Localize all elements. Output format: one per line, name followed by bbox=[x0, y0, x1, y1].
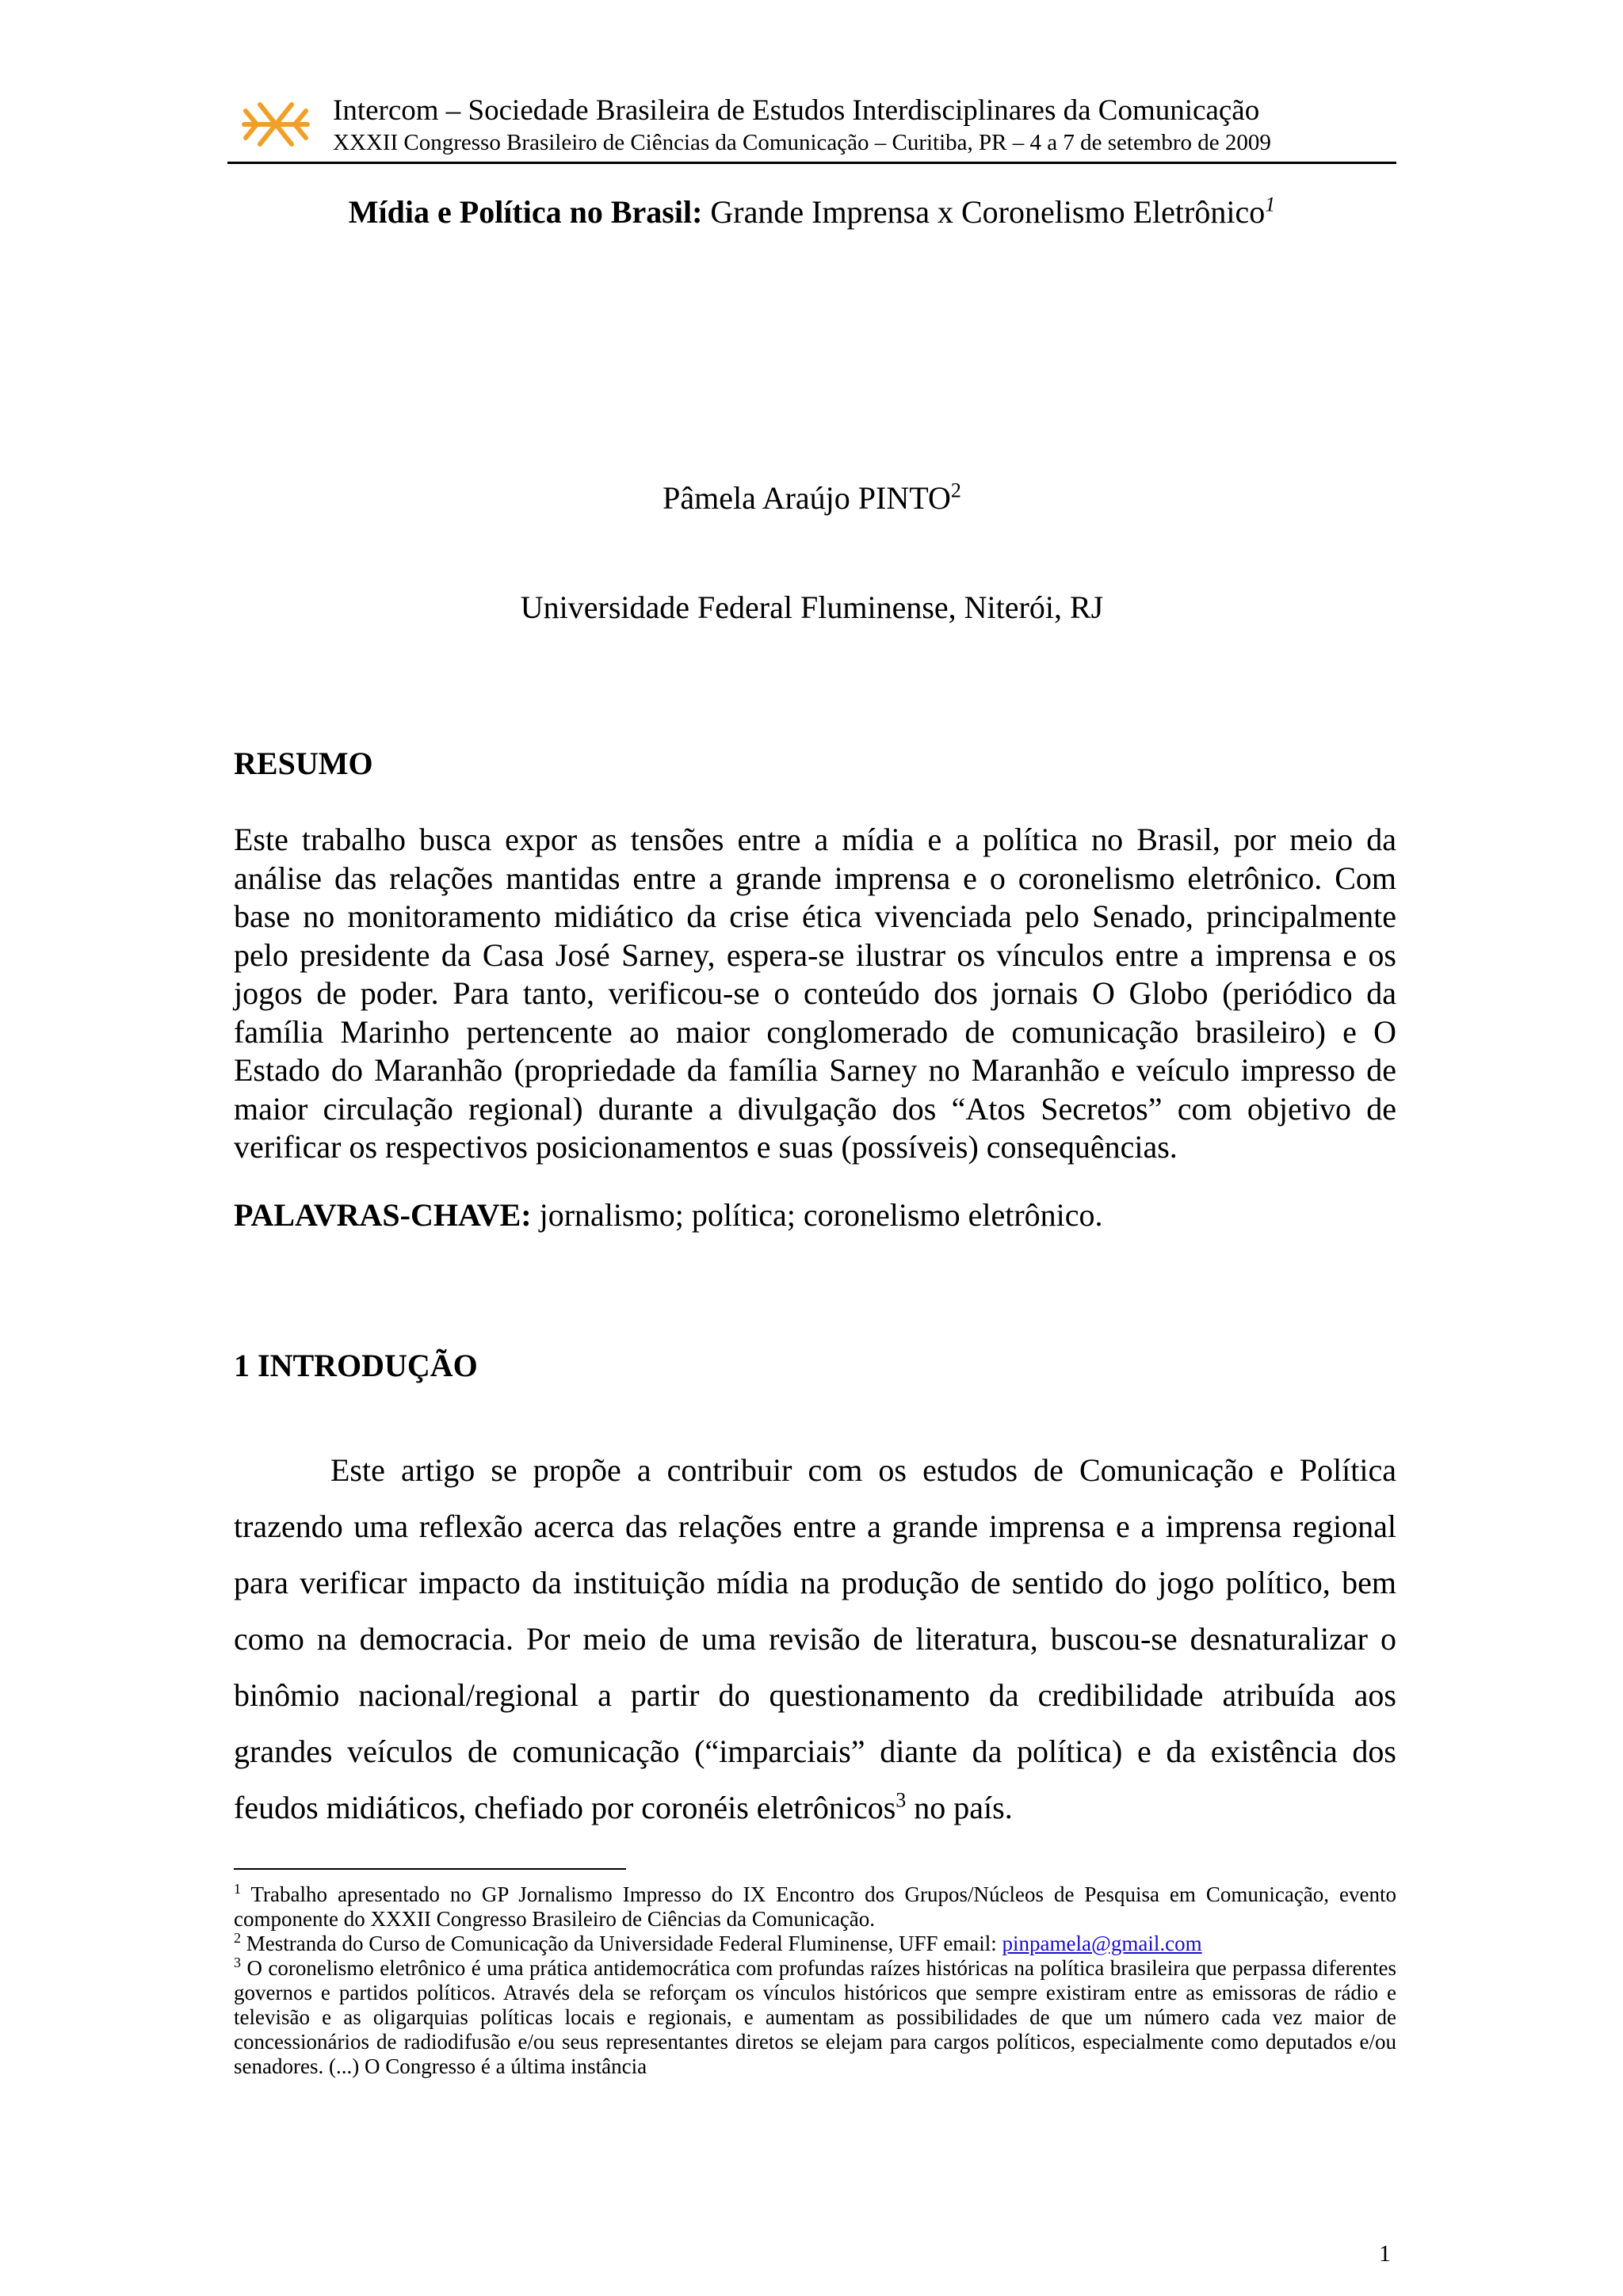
intro-tail: no país. bbox=[906, 1790, 1013, 1825]
header-divider bbox=[227, 162, 1396, 164]
footnote-2-mark: 2 bbox=[234, 1930, 241, 1946]
intro-footnote-mark: 3 bbox=[896, 1788, 907, 1812]
author-footnote-mark: 2 bbox=[950, 479, 961, 502]
footnote-divider bbox=[234, 1868, 626, 1870]
author-affiliation: Universidade Federal Fluminense, Niterói, RJ bbox=[520, 589, 1104, 625]
author-name bbox=[227, 479, 1396, 517]
footnote-1 bbox=[234, 1882, 1396, 1932]
header-society-name: Intercom – Sociedade Brasileira de Estudos Interdisciplinares da Comunicação bbox=[333, 94, 1260, 127]
paper-title-bold: Mídia e Política no Brasil: bbox=[348, 194, 703, 230]
intro-paragraph bbox=[234, 1442, 1396, 1836]
paper-title-rest: Grande Imprensa x Coronelismo Eletrônico bbox=[702, 194, 1266, 230]
footnote-1-text: Trabalho apresentado no GP Jornalismo Impresso do IX Encontro dos Grupos/Núcleos de Pesquisa em Comunicação, evento componente do XXXII Congresso Brasileiro de Ciências da Comunicação. bbox=[234, 1882, 1396, 1931]
intro-text: Este artigo se propõe a contribuir com os estudos de Comunicação e Política trazendo uma reflexão acerca das relações entre a grande imprensa e a imprensa regional para verificar impacto da instituição mídia na produção de sentido do jogo político, bem como na democracia. Por meio de uma revisão de literatura, buscou-se desnaturalizar o binômio nacional/regional a partir do questionamento da credibilidade atribuída aos grandes veículos de comunicação (“imparciais” diante da política) e da existência dos feudos midiáticos, chefiado por coronéis eletrônicos bbox=[234, 1452, 1396, 1825]
abstract-text: Este trabalho busca expor as tensões entre a mídia e a política no Brasil, por meio da análise das relações mantidas entre a grande imprensa e o coronelismo eletrônico. Com base no monitoramento midiático da crise ética vivenciada pelo Senado, principalmente pelo presidente da Casa José Sarney, espera-se ilustrar os vínculos entre a imprensa e os jogos de poder. Para tanto, verificou-se o conteúdo dos jornais O Globo (periódico da família Marinho pertencente ao maior conglomerado de comunicação brasileiro) e O Estado do Maranhão (propriedade da família Sarney no Maranhão e veículo impresso de maior circulação regional) durante a divulgação dos “Atos Secretos” com objetivo de verificar os respectivos posicionamentos e suas (possíveis) consequências. bbox=[234, 822, 1396, 1165]
author-name-text: Pâmela Araújo PINTO bbox=[663, 480, 951, 516]
footnote-1-mark: 1 bbox=[234, 1881, 241, 1897]
footnote-3-text: O coronelismo eletrônico é uma prática antidemocrática com profundas raízes históricas na política brasileira que perpassa diferentes governos e partidos políticos. Através dela se reforçam os vínculos históricos que sempre existiram entre as emissoras de rádio e televisão e as oligarquias políticas locais e regionais, e aumentam as possibilidades de que um número cada vez maior de concessionários de radiodifusão e/ou seus representantes diretos se elejam para cargos políticos, especialmente como deputados e/ou senadores. (...) O Congresso é a última instância bbox=[234, 1956, 1396, 2078]
page-number: 1 bbox=[1379, 2241, 1391, 2267]
keywords-list: jornalismo; política; coronelismo eletrônico. bbox=[531, 1197, 1103, 1233]
footnotes bbox=[234, 1882, 1396, 2079]
footnote-2-text: Mestranda do Curso de Comunicação da Universidade Federal Fluminense, UFF email: bbox=[241, 1932, 1002, 1955]
author-email-link[interactable]: pinpamela@gmail.com bbox=[1002, 1932, 1202, 1955]
abstract-heading: RESUMO bbox=[234, 746, 373, 781]
footnote-2 bbox=[234, 1932, 1396, 1956]
footnote-3-mark: 3 bbox=[234, 1955, 241, 1970]
intercom-logo-icon bbox=[238, 97, 314, 152]
keywords-label: PALAVRAS-CHAVE: bbox=[234, 1197, 532, 1233]
title-footnote-mark: 1 bbox=[1265, 193, 1276, 216]
paper-title bbox=[227, 193, 1396, 231]
intro-heading: 1 INTRODUÇÃO bbox=[234, 1348, 478, 1383]
footnote-3 bbox=[234, 1956, 1396, 2079]
keywords bbox=[234, 1196, 1396, 1234]
header-congress-info: XXXII Congresso Brasileiro de Ciências da Comunicação – Curitiba, PR – 4 a 7 de setembro de 2009 bbox=[333, 130, 1271, 155]
